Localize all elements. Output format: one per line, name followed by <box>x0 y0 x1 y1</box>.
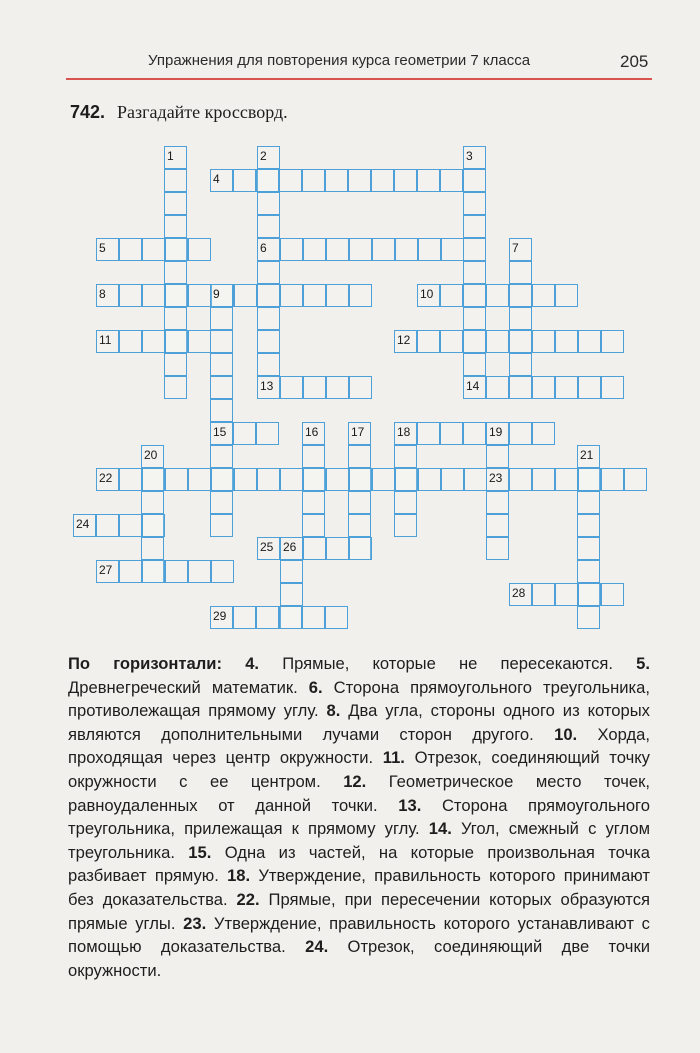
crossword-cell[interactable] <box>164 353 187 376</box>
clues-heading: По горизонтали: <box>68 654 223 673</box>
crossword-cell[interactable] <box>303 537 326 560</box>
crossword-cell[interactable] <box>509 261 532 284</box>
crossword-cell[interactable] <box>119 468 142 491</box>
crossword-cell[interactable] <box>256 422 279 445</box>
exercise-number: 742. <box>70 102 106 122</box>
crossword-cell[interactable] <box>141 491 164 514</box>
crossword-cell[interactable] <box>601 583 624 606</box>
crossword-cell[interactable] <box>555 376 578 399</box>
crossword-cell[interactable] <box>210 399 233 422</box>
crossword-cell[interactable] <box>532 376 555 399</box>
crossword-cell[interactable] <box>463 307 486 330</box>
crossword-cell[interactable] <box>555 468 578 491</box>
crossword-number-4: 4 <box>213 172 220 186</box>
crossword-cell[interactable] <box>372 468 395 491</box>
crossword-cell[interactable] <box>440 284 463 307</box>
crossword-cell[interactable] <box>394 169 417 192</box>
crossword-cell[interactable] <box>280 238 303 261</box>
crossword-cell[interactable] <box>509 468 532 491</box>
crossword-cell[interactable] <box>303 238 326 261</box>
crossword-cell[interactable] <box>302 491 325 514</box>
crossword-cell[interactable] <box>486 491 509 514</box>
crossword-cell[interactable] <box>349 238 372 261</box>
crossword-cell[interactable] <box>601 376 624 399</box>
crossword-cell[interactable] <box>417 422 440 445</box>
crossword-cell[interactable] <box>119 560 142 583</box>
crossword-cell[interactable] <box>210 491 233 514</box>
crossword-cell[interactable] <box>303 468 326 491</box>
crossword-cell[interactable] <box>280 376 303 399</box>
crossword-cell[interactable] <box>441 238 464 261</box>
crossword-cell[interactable] <box>165 238 188 261</box>
crossword-cell[interactable] <box>578 330 601 353</box>
crossword-cell[interactable] <box>417 330 440 353</box>
clue-6: 6. Сторона прямоугольного треугольника, противолежащая прямому углу. <box>68 677 650 721</box>
crossword-number-8: 8 <box>99 287 106 301</box>
crossword-cell[interactable] <box>326 376 349 399</box>
crossword-number-29: 29 <box>213 609 227 623</box>
crossword-cell[interactable] <box>165 284 188 307</box>
crossword-cell[interactable] <box>119 238 142 261</box>
crossword-cell[interactable] <box>233 169 256 192</box>
crossword-cell[interactable] <box>326 468 349 491</box>
crossword-cell[interactable] <box>210 445 233 468</box>
clues-block <box>68 652 650 982</box>
crossword-number-10: 10 <box>420 287 434 301</box>
clue-22: 22. Прямые, при пересечении которых образуются прямые углы. <box>68 889 650 933</box>
crossword-cell[interactable] <box>142 330 165 353</box>
crossword-cell[interactable] <box>463 215 486 238</box>
crossword-cell[interactable] <box>348 514 371 537</box>
crossword-cell[interactable] <box>234 468 257 491</box>
crossword-cell[interactable] <box>372 238 395 261</box>
crossword-cell[interactable] <box>280 284 303 307</box>
crossword-cell[interactable] <box>164 169 187 192</box>
crossword-cell[interactable] <box>325 606 348 629</box>
crossword-number-21: 21 <box>580 448 594 462</box>
crossword-cell[interactable] <box>418 238 441 261</box>
crossword-number-12: 12 <box>397 333 411 347</box>
crossword-cell[interactable] <box>210 307 233 330</box>
crossword-cell[interactable] <box>257 307 280 330</box>
crossword-cell[interactable] <box>302 514 325 537</box>
crossword-cell[interactable] <box>279 169 302 192</box>
crossword-cell[interactable] <box>532 422 555 445</box>
crossword-cell[interactable] <box>280 560 303 583</box>
clue-10: 10. Хорда, проходящая через центр окружности. <box>68 724 650 768</box>
crossword-cell[interactable] <box>119 284 142 307</box>
crossword-cell[interactable] <box>509 376 532 399</box>
crossword-number-14: 14 <box>466 379 480 393</box>
crossword-number-23: 23 <box>489 471 503 485</box>
crossword-cell[interactable] <box>303 284 326 307</box>
crossword-cell[interactable] <box>302 606 325 629</box>
crossword-cell[interactable] <box>142 238 165 261</box>
crossword-cell[interactable] <box>463 169 486 192</box>
crossword-cell[interactable] <box>486 284 509 307</box>
crossword-cell[interactable] <box>509 353 532 376</box>
crossword-cell[interactable] <box>463 330 486 353</box>
crossword-cell[interactable] <box>463 261 486 284</box>
crossword-cell[interactable] <box>257 261 280 284</box>
crossword-cell[interactable] <box>349 284 372 307</box>
crossword-cell[interactable] <box>165 560 188 583</box>
crossword-cell[interactable] <box>349 376 372 399</box>
crossword-cell[interactable] <box>165 468 188 491</box>
crossword-cell[interactable] <box>532 583 555 606</box>
running-head: Упражнения для повторения курса геометрии 7 класса <box>148 52 531 69</box>
crossword-cell[interactable] <box>555 330 578 353</box>
clue-18: 18. Утверждение, правильность которого принимают без доказательства. <box>68 866 650 909</box>
crossword-cell[interactable] <box>141 537 164 560</box>
crossword-cell[interactable] <box>486 514 509 537</box>
crossword-cell[interactable] <box>601 468 624 491</box>
crossword-cell[interactable] <box>417 169 440 192</box>
crossword-cell[interactable] <box>188 468 211 491</box>
crossword-cell[interactable] <box>325 169 348 192</box>
crossword-cell[interactable] <box>326 238 349 261</box>
crossword-cell[interactable] <box>441 468 464 491</box>
crossword-cell[interactable] <box>210 514 233 537</box>
clue-5: 5. Древнегреческий математик. <box>68 654 650 697</box>
crossword-cell[interactable] <box>279 606 302 629</box>
crossword-number-27: 27 <box>99 563 113 577</box>
crossword-cell[interactable] <box>188 330 211 353</box>
crossword-number-16: 16 <box>305 425 319 439</box>
crossword-cell[interactable] <box>509 307 532 330</box>
crossword-number-20: 20 <box>144 448 158 462</box>
crossword-cell[interactable] <box>418 468 441 491</box>
crossword-cell[interactable] <box>257 192 280 215</box>
crossword-number-25: 25 <box>260 540 274 554</box>
crossword-cell[interactable] <box>233 606 256 629</box>
crossword-cell[interactable] <box>164 376 187 399</box>
crossword-cell[interactable] <box>440 422 463 445</box>
crossword-cell[interactable] <box>509 284 532 307</box>
crossword-cell[interactable] <box>96 514 119 537</box>
crossword-number-9: 9 <box>213 287 220 301</box>
crossword-number-22: 22 <box>99 471 113 485</box>
crossword-cell[interactable] <box>463 422 486 445</box>
crossword-cell[interactable] <box>532 330 555 353</box>
crossword-cell[interactable] <box>578 583 601 606</box>
crossword-cell[interactable] <box>577 560 600 583</box>
crossword-cell[interactable] <box>142 560 165 583</box>
crossword-cell[interactable] <box>142 468 165 491</box>
crossword-number-11: 11 <box>99 333 112 347</box>
crossword-cell[interactable] <box>577 514 600 537</box>
crossword-cell[interactable] <box>326 284 349 307</box>
crossword-cell[interactable] <box>142 514 165 537</box>
crossword-cell[interactable] <box>578 376 601 399</box>
crossword-cell[interactable] <box>257 330 280 353</box>
crossword-number-5: 5 <box>99 241 106 255</box>
crossword-cell[interactable] <box>164 215 187 238</box>
crossword-cell[interactable] <box>188 560 211 583</box>
crossword-cell[interactable] <box>348 445 371 468</box>
clue-23: 23. Утверждение, правильность которого устанавливают с помощью доказательства. <box>68 913 650 957</box>
crossword-cell[interactable] <box>577 606 600 629</box>
crossword-cell[interactable] <box>486 376 509 399</box>
crossword-cell[interactable] <box>394 491 417 514</box>
crossword-number-17: 17 <box>351 425 365 439</box>
clue-15: 15. Одна из частей, на которые произвольная точка разбивает прямую. <box>68 842 650 886</box>
crossword-cell[interactable] <box>119 514 142 537</box>
crossword-cell[interactable] <box>211 468 234 491</box>
crossword-cell[interactable] <box>463 192 486 215</box>
crossword-cell[interactable] <box>578 468 601 491</box>
crossword-cell[interactable] <box>119 330 142 353</box>
crossword-cell[interactable] <box>257 468 280 491</box>
clue-8: 8. Два угла, стороны одного из которых являются дополнительными лучами сторон другого. <box>68 701 650 744</box>
crossword-cell[interactable] <box>395 468 418 491</box>
crossword-cell[interactable] <box>188 284 211 307</box>
crossword-number-15: 15 <box>213 425 227 439</box>
crossword-number-28: 28 <box>512 586 526 600</box>
crossword-number-19: 19 <box>489 425 503 439</box>
crossword-cell[interactable] <box>188 238 211 261</box>
crossword-number-1: 1 <box>167 149 174 163</box>
crossword-cell[interactable] <box>509 330 532 353</box>
crossword-cell[interactable] <box>440 169 463 192</box>
exercise-text: Разгадайте кроссворд. <box>117 102 288 122</box>
crossword-cell[interactable] <box>256 606 279 629</box>
crossword-cell[interactable] <box>394 445 417 468</box>
crossword-cell[interactable] <box>257 215 280 238</box>
crossword-cell[interactable] <box>348 491 371 514</box>
crossword-number-24: 24 <box>76 517 90 531</box>
crossword-cell[interactable] <box>371 169 394 192</box>
crossword-number-18: 18 <box>397 425 411 439</box>
crossword-cell[interactable] <box>486 330 509 353</box>
crossword-cell[interactable] <box>509 422 532 445</box>
crossword-cell[interactable] <box>165 330 188 353</box>
crossword-cell[interactable] <box>326 537 349 560</box>
crossword-cell[interactable] <box>464 468 487 491</box>
clue-14: 14. Угол, смежный с углом треугольника. <box>68 819 650 862</box>
clue-4: 4. Прямые, которые не пересекаются. <box>245 654 613 673</box>
page-number: 205 <box>620 52 649 71</box>
crossword-cell[interactable] <box>349 468 372 491</box>
crossword-number-26: 26 <box>283 540 297 554</box>
crossword-cell[interactable] <box>463 353 486 376</box>
crossword-cell[interactable] <box>210 353 233 376</box>
crossword-cell[interactable] <box>280 468 303 491</box>
crossword-cell[interactable] <box>395 238 418 261</box>
crossword-cell[interactable] <box>164 261 187 284</box>
crossword-cell[interactable] <box>463 284 486 307</box>
crossword-cell[interactable] <box>577 537 600 560</box>
clue-24: 24. Отрезок, соединяющий две точки окружности. <box>68 937 650 980</box>
crossword-cell[interactable] <box>142 284 165 307</box>
crossword-cell[interactable] <box>394 514 417 537</box>
crossword-cell[interactable] <box>210 330 233 353</box>
crossword-cell[interactable] <box>302 169 325 192</box>
crossword-cell[interactable] <box>601 330 624 353</box>
crossword-cell[interactable] <box>486 445 509 468</box>
clue-13: 13. Сторона прямоугольного треугольника, прилежащая к прямому углу. <box>68 795 650 839</box>
crossword-cell[interactable] <box>463 238 486 261</box>
crossword-cell[interactable] <box>577 491 600 514</box>
crossword-cell[interactable] <box>532 468 555 491</box>
clue-11: 11. Отрезок, соединяющий точку окружности с ее центром. <box>68 748 650 791</box>
crossword-cell[interactable] <box>302 445 325 468</box>
crossword-cell[interactable] <box>164 307 187 330</box>
crossword-cell[interactable] <box>234 284 257 307</box>
crossword-cell[interactable] <box>532 284 555 307</box>
crossword-cell[interactable] <box>486 537 509 560</box>
crossword-cell[interactable] <box>210 376 233 399</box>
crossword-cell[interactable] <box>349 537 372 560</box>
clue-12: 12. Геометрическое место точек, равноудаленных от данной точки. <box>68 771 650 815</box>
crossword-cell[interactable] <box>257 284 280 307</box>
crossword-number-13: 13 <box>260 379 274 393</box>
crossword-cell[interactable] <box>211 560 234 583</box>
crossword-number-7: 7 <box>512 241 519 255</box>
crossword-cell[interactable] <box>257 353 280 376</box>
crossword-cell[interactable] <box>303 376 326 399</box>
crossword-number-2: 2 <box>260 149 267 163</box>
crossword-cell[interactable] <box>233 422 256 445</box>
crossword-number-6: 6 <box>260 241 267 255</box>
crossword-cell[interactable] <box>280 583 303 606</box>
crossword-cell[interactable] <box>256 169 279 192</box>
crossword-cell[interactable] <box>624 468 647 491</box>
crossword-cell[interactable] <box>164 192 187 215</box>
crossword-cell[interactable] <box>440 330 463 353</box>
crossword-cell[interactable] <box>555 583 578 606</box>
crossword-cell[interactable] <box>555 284 578 307</box>
crossword-cell[interactable] <box>348 169 371 192</box>
crossword-number-3: 3 <box>466 149 473 163</box>
